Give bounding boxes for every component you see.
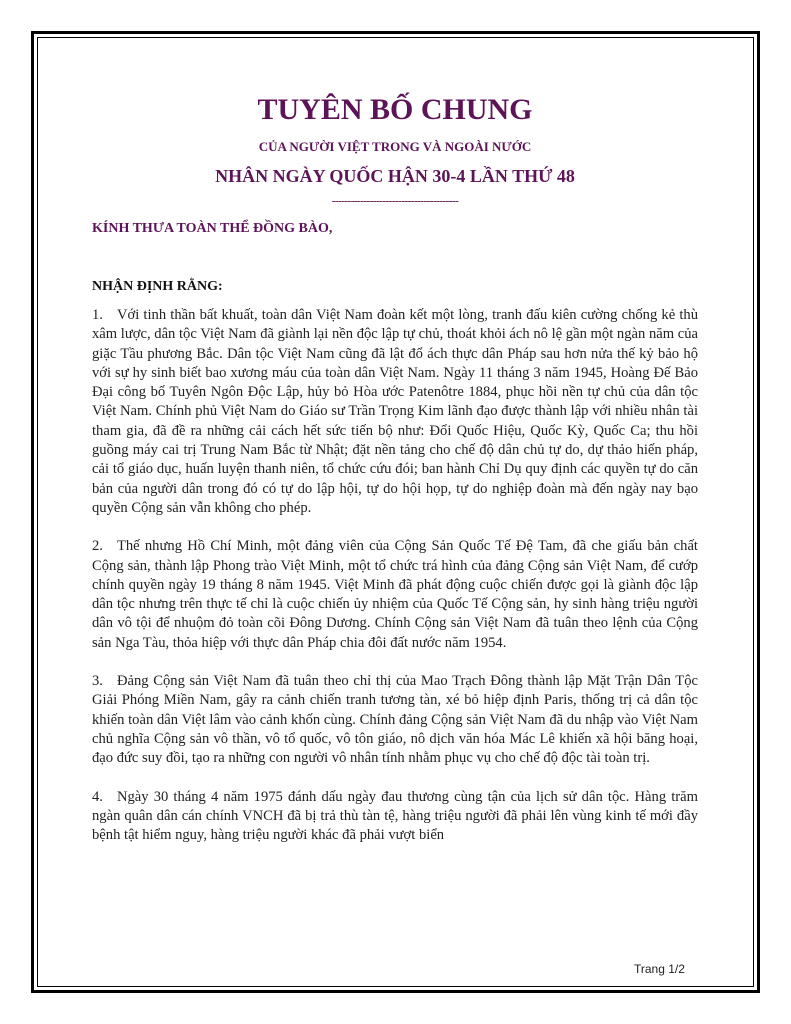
paragraph-text: Thế nhưng Hồ Chí Minh, một đảng viên của Cộng Sản Quốc Tế Đệ Tam, đã che giấu bản chất Cộng sản, thành lập Phong trào Việt Minh, một tổ chức trá hình của đảng Cộng sản Việt Nam, để cướp chính quyền ngày 19 tháng 8 năm 1945. Việt Minh đã phát động cuộc chiến được gọi là giành độc lập dân tộc nhưng trên thực tế chỉ là cuộc chiến ủy nhiệm của Quốc Tế Cộng sản, hy sinh hàng triệu người dân vô tội để nhuộm đỏ toàn cõi Đông Dương. Chính Cộng sản Việt Nam đã tuân theo lệnh của Cộng sản Nga Tàu, thỏa hiệp với thực dân Pháp chia đôi đất nước năm 1954. <box>92 538 698 651</box>
paragraph-text: Ngày 30 tháng 4 năm 1975 đánh dấu ngày đau thương cùng tận của lịch sử dân tộc. Hàng trăm ngàn quân dân cán chính VNCH đã bị trả thù tàn tệ, hàng triệu người đã phải lên vùng kinh tế mới đầy bệnh tật hiểm nguy, hàng triệu người khác đã phải vượt biển <box>92 788 698 844</box>
document-subtitle-occasion: NHÂN NGÀY QUỐC HẬN 30-4 LẦN THỨ 48 <box>215 166 575 186</box>
paragraph-text: Với tinh thần bất khuất, toàn dân Việt Nam đoàn kết một lòng, tranh đấu kiên cường chống kẻ thù xâm lược, dân tộc Việt Nam đã giành lại nền độc lập tự chủ, thoát khỏi ách nô lệ gần một ngàn năm của giặc Tầu phương Bắc. Dân tộc Việt Nam cũng đã lật đổ ách thực dân Pháp sau hơn nửa thế kỷ bảo hộ với sự hy sinh biết bao xương máu của toàn dân Việt Nam. Ngày 11 tháng 3 năm 1945, Hoàng Đế Bảo Đại công bố Tuyên Ngôn Độc Lập, hủy bỏ Hòa ước Patenôtre 1884, phục hồi nền tự chủ của dân tộc Việt Nam. Chính phủ Việt Nam do Giáo sư Trần Trọng Kim lãnh đạo được thành lập với nhiều nhân tài tham gia, đã đề ra những cải cách hết sức tiến bộ như: Đổi Quốc Hiệu, Quốc Kỳ, Quốc Ca; thu hồi guồng máy cai trị Trung Nam Bắc từ Nhật; đặt nền tảng cho chế độ dân chủ tự do, dự thảo hiến pháp, cải tổ giáo dục, huấn luyện thanh niên, tổ chức cứu đói; ban hành Chỉ Dụ quy định các quyền tự do căn bản của người dân trong đó có tự do lập hội, tự do hội họp, tự do nghiệp đoàn mà đến ngày nay bạo quyền Cộng sản vẫn không cho phép. <box>92 307 698 516</box>
paragraph-3 <box>92 672 698 768</box>
document-body <box>92 86 698 845</box>
paragraph-number: 4. <box>92 788 103 805</box>
paragraph-4 <box>92 788 698 846</box>
document-title: TUYÊN BỐ CHUNG <box>257 93 533 126</box>
paragraph-1 <box>92 306 698 518</box>
paragraph-number: 1. <box>92 307 103 323</box>
paragraph-number: 3. <box>92 673 103 690</box>
document-subtitle: CỦA NGƯỜI VIỆT TRONG VÀ NGOÀI NƯỚC <box>258 139 532 154</box>
greeting: KÍNH THƯA TOÀN THỂ ĐỒNG BÀO, <box>92 221 333 236</box>
section-heading: NHẬN ĐỊNH RẰNG: <box>92 279 223 294</box>
page-number: Trang 1/2 <box>634 962 685 976</box>
paragraph-2 <box>92 537 698 653</box>
title-divider: ---------------------------------------- <box>331 195 459 207</box>
paragraph-number: 2. <box>92 538 103 555</box>
paragraph-text: Đảng Cộng sản Việt Nam đã tuân theo chỉ thị của Mao Trạch Đông thành lập Mặt Trận Dân Tộc Giải Phóng Miền Nam, gây ra cảnh chiến tranh tương tàn, xé bỏ hiệp định Paris, thống trị cả dân tộc khiến toàn dân Việt lâm vào cảnh khốn cùng. Chính đảng Cộng sản Việt Nam đã du nhập vào Việt Nam chủ nghĩa Cộng sản vô thần, vô tổ quốc, vô tôn giáo, nô dịch văn hóa Mác Lê khiến xã hội băng hoại, đạo đức suy đồi, tạo ra những con người vô nhân tính nhằm phục vụ cho chế độ độc tài toàn trị. <box>92 673 698 767</box>
